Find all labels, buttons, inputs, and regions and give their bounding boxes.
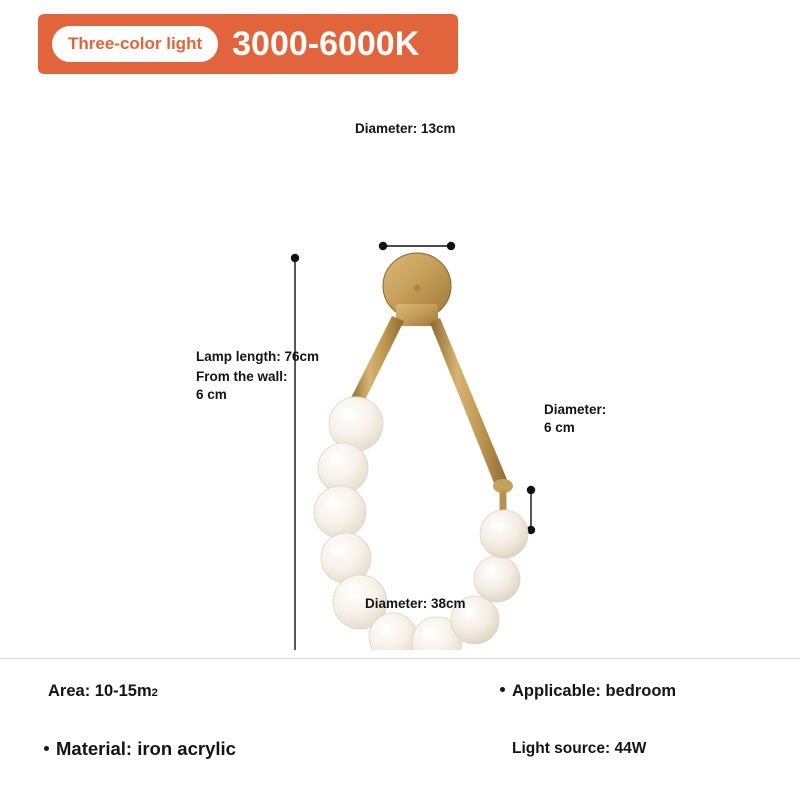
spec-light-source-label: Light source: 44W <box>512 740 647 757</box>
spec-area-label: Area: 10-15m <box>48 682 152 700</box>
bullet-dot-icon <box>500 687 505 692</box>
from-wall-label: From the wall: 6 cm <box>196 369 288 403</box>
spec-applicable <box>500 682 676 701</box>
specs-footer <box>0 660 800 800</box>
top-diameter-label: Diameter: 13cm <box>355 121 456 136</box>
spec-material <box>44 738 236 760</box>
spec-applicable-label: Applicable: bedroom <box>512 682 677 700</box>
spec-material-label: Material: iron acrylic <box>56 738 236 759</box>
lamp-diagram-svg <box>0 90 800 650</box>
spec-light-source <box>500 740 646 758</box>
spec-area-superscript: 2 <box>151 687 158 699</box>
spec-area <box>36 682 158 701</box>
bottom-diameter-label: Diameter: 38cm <box>365 596 466 611</box>
right-diameter-label: Diameter: 6 cm <box>544 402 607 436</box>
product-dimension-illustration <box>0 90 800 650</box>
three-color-light-pill <box>50 24 220 64</box>
bullet-dot-icon <box>44 746 49 751</box>
three-color-light-label: Three-color light <box>68 34 203 53</box>
kelvin-range-label: 3000-6000K <box>232 24 420 63</box>
footer-divider <box>0 658 800 659</box>
color-temperature-badge <box>38 14 458 74</box>
lamp-length-label: Lamp length: 76cm <box>196 349 320 364</box>
bullet-dot-icon <box>500 744 505 749</box>
bullet-dot-icon <box>36 687 41 692</box>
